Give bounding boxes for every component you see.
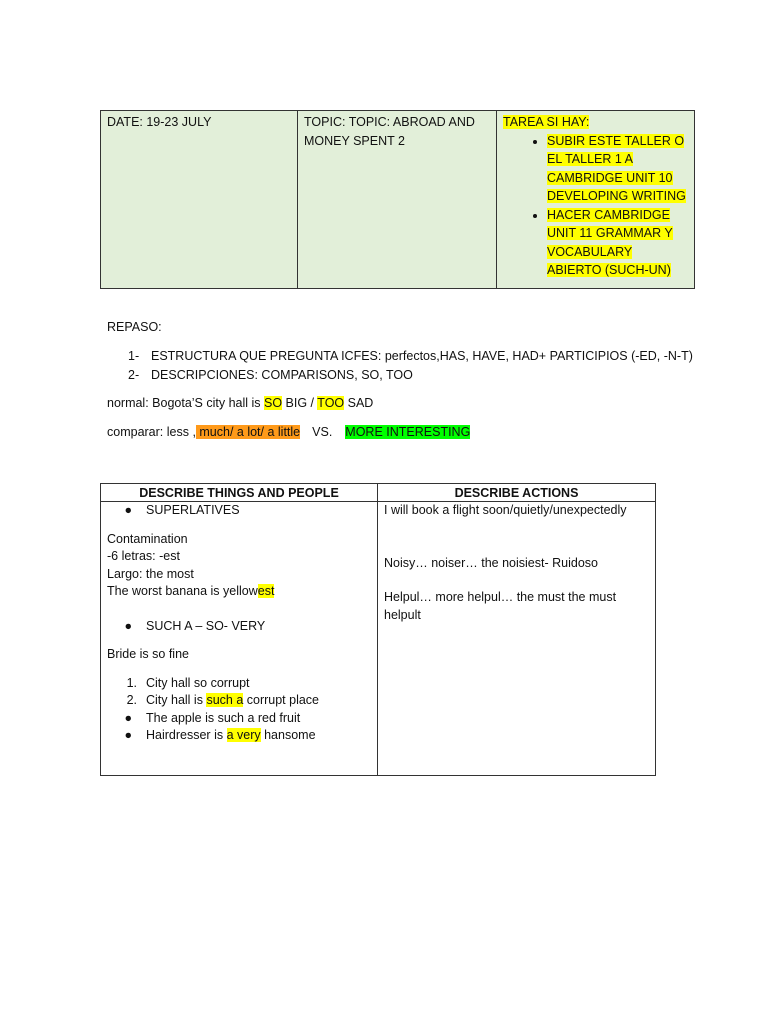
actions-line-2: Noisy… noiser… the noisiest- Ruidoso xyxy=(384,555,598,570)
actions-line-3: Helpul… more helpul… the must the must helpult xyxy=(384,590,617,622)
list-item: ● SUPERLATIVES xyxy=(124,503,240,517)
tarea-item: • SUBIR ESTE TALLER O EL TALLER 1 A CAMBRIDGE UNIT 10 DEVELOPING WRITING xyxy=(547,132,688,206)
tarea-list xyxy=(503,132,688,280)
bride-text: Bride is so fine xyxy=(107,647,189,661)
letras-text: -6 letras: -est xyxy=(107,549,180,563)
list-item: 1. City hall so corrupt xyxy=(126,675,250,690)
header-describe-actions: DESCRIBE ACTIONS xyxy=(378,484,656,502)
topic-text: TOPIC: TOPIC: ABROAD AND MONEY SPENT 2 xyxy=(304,115,475,148)
actions-line-1: I will book a flight soon/quietly/unexpectedly xyxy=(384,503,627,517)
repaso-list xyxy=(128,347,693,385)
list-item: 1- ESTRUCTURA QUE PREGUNTA ICFES: perfectos,HAS, HAVE, HAD+ PARTICIPIOS (-ED, -N-T) xyxy=(128,349,693,363)
repaso-title: REPASO: xyxy=(107,320,162,334)
tarea-cell xyxy=(497,111,695,289)
list-item: ● SUCH A – SO- VERY xyxy=(124,618,266,633)
list-item: 2- DESCRIPCIONES: COMPARISONS, SO, TOO xyxy=(128,368,413,382)
comparar-example: comparar: less , much/ a lot/ a little VS. MORE INTERESTING xyxy=(107,425,471,439)
normal-example: normal: Bogota’S city hall is SO BIG / TOO SAD xyxy=(107,396,374,410)
date-text: DATE: 19-23 JULY xyxy=(107,115,212,129)
worst-banana-text: The worst banana is yellowest xyxy=(107,584,275,598)
tarea-item: • HACER CAMBRIDGE UNIT 11 GRAMMAR Y VOCABULARY ABIERTO (SUCH-UN) xyxy=(547,206,688,280)
list-item: ● The apple is such a red fruit xyxy=(124,710,301,725)
list-item: ● Hairdresser is a very hansome xyxy=(124,728,316,742)
contamination-text: Contamination xyxy=(107,531,188,546)
largo-text: Largo: the most xyxy=(107,566,194,581)
tarea-title: TAREA SI HAY: xyxy=(503,115,590,129)
header-describe-things: DESCRIBE THINGS AND PEOPLE xyxy=(101,484,378,502)
describe-table xyxy=(100,483,656,776)
list-item: 2. City hall is such a corrupt place xyxy=(126,693,320,707)
header-table xyxy=(100,110,695,289)
describe-things-cell xyxy=(101,502,378,776)
describe-actions-cell xyxy=(378,502,656,776)
topic-cell xyxy=(298,111,497,289)
date-cell xyxy=(101,111,298,289)
